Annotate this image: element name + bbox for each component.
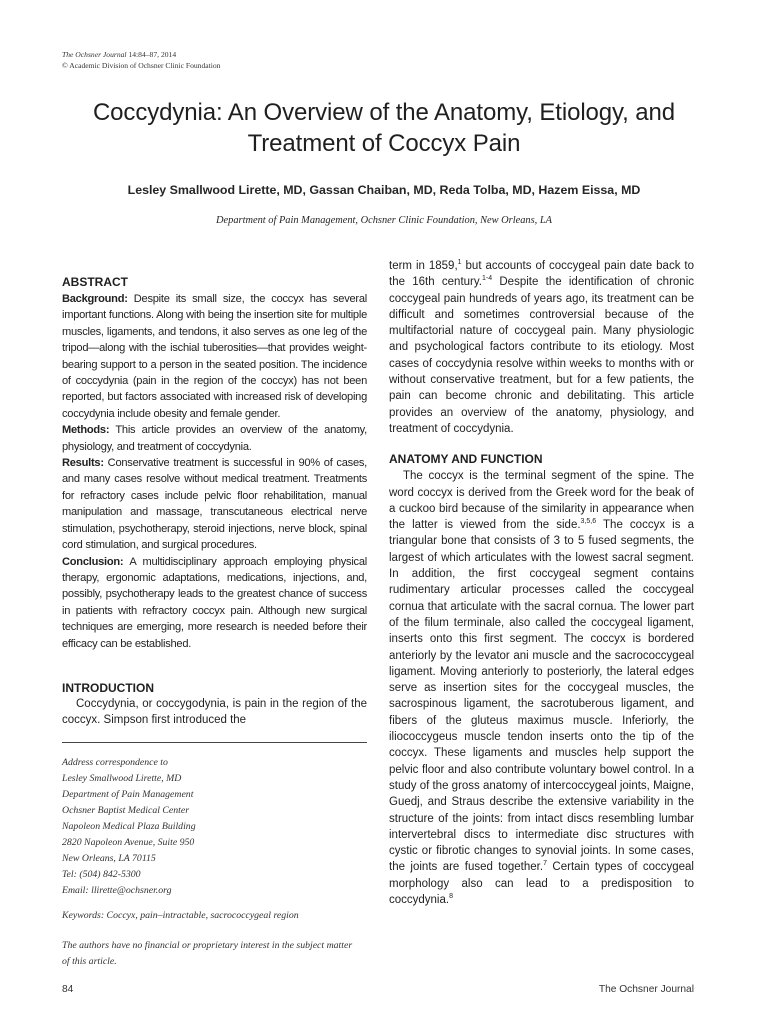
background-text: Despite its small size, the coccyx has several important functions. Along with being the insertion site for multiple muscles, ligaments, and tendons, it also serves as one leg of the tripod—along with the ischial tuberosities—that provides weight-bearing support to a person in the seated position. The incidence of coccydynia (pain in the region of the coccyx) has not been reported, but factors associated with increased risk of developing coccydynia include obesity and female gender. <box>62 293 367 420</box>
address-line: Napoleon Medical Plaza Building <box>62 821 196 832</box>
text-run: but accounts of coccygeal pain date back to the 16th century. <box>389 260 694 289</box>
right-column <box>389 258 694 908</box>
address-line: Address correspondence to <box>62 757 168 768</box>
methods-label: Methods: <box>62 424 110 437</box>
article-title-line-2: Treatment of Coccyx Pain <box>247 130 521 157</box>
abstract-conclusion <box>62 554 367 652</box>
address-line: Ochsner Baptist Medical Center <box>62 805 190 816</box>
abstract-heading: ABSTRACT <box>62 275 128 289</box>
left-column <box>62 274 367 729</box>
address-line: New Orleans, LA 70115 <box>62 853 156 864</box>
anatomy-body <box>389 468 694 908</box>
address-line: Department of Pain Management <box>62 789 194 800</box>
anatomy-heading: ANATOMY AND FUNCTION <box>389 452 543 467</box>
text-run: term in 1859, <box>389 260 458 272</box>
copyright-notice: © Academic Division of Ochsner Clinic Foundation <box>62 61 221 70</box>
footer-journal-name: The Ochsner Journal <box>598 984 694 995</box>
address-email: Email: llirette@ochsner.org <box>62 885 172 896</box>
results-text: Conservative treatment is successful in 90% of cases, and many cases resolve without medical treatment. Treatments for refractory cases include pelvic floor rehabilitation, manual manipulation and massage, transcutaneous electrical nerve stimulation, psychotherapy, steroid injections, nerve block, spinal cord stimulation, and surgical procedures. <box>62 457 367 552</box>
abstract-body <box>62 291 367 652</box>
disclosure-statement: The authors have no financial or proprietary interest in the subject matter of this article. <box>62 940 353 967</box>
address-line: Lesley Smallwood Lirette, MD <box>62 773 182 784</box>
article-title <box>40 97 728 159</box>
abstract-methods <box>62 422 367 455</box>
results-label: Results: <box>62 457 104 470</box>
correspondence-address <box>62 755 367 899</box>
conclusion-label: Conclusion: <box>62 555 124 568</box>
text-run: The coccyx is the terminal segment of the spine. The word coccyx is derived from the Greek word for the beak of a cuckoo bird because of the similarity in appearance when the latter is viewed from the side. <box>389 470 694 532</box>
journal-citation <box>62 49 220 71</box>
introduction-continued <box>389 258 694 437</box>
introduction-continued-paragraph <box>389 258 694 437</box>
background-label: Background: <box>62 293 128 305</box>
abstract-background <box>62 291 367 422</box>
citation-superscript: 1 <box>457 259 462 267</box>
journal-name: The Ochsner Journal <box>62 50 127 59</box>
address-line: Tel: (504) 842-5300 <box>62 869 141 880</box>
methods-text: This article provides an overview of the anatomy, physiology, and treatment of coccydynia. <box>62 424 367 453</box>
anatomy-paragraph <box>389 468 694 908</box>
text-run: The coccyx is a triangular bone that consists of 3 to 5 fused segments, the largest of which articulates with the lowest sacral segment. In addition, the first coccygeal segment contains rudimentary articular processes called the coccygeal cornua that articulate with the sacral cornua. The lower part of the filum terminale, also called the coccygeal ligament, inserts onto this first segment. The coccyx is bordered anteriorly by the levator ani muscle and the sacrococcygeal ligament. Moving anteriorly to posteriorly, the lateral edges serve as insertion sites for the coccygeal muscles, the sacrospinous ligament, the sacrotuberous ligament, and fibers of the gluteus maximus muscle. Inferiorly, the iliococcygeus muscle tendon inserts onto the tip of the coccyx. These ligaments and muscles help support the pelvic floor and also contribute voluntary bowel control. In a study of the gross anatomy of intercoccygeal joints, Maigne, Guedj, and Straus describe the extensive variability in the structure of the joints: from intact discs resembling lumbar intervertebral discs to intermediate disc structures with cystic or fibrotic changes to synovial joints. In some cases, the joints are fused together. <box>389 519 694 874</box>
article-title-line-1: Coccydynia: An Overview of the Anatomy, Etiology, and <box>92 99 676 126</box>
citation-superscript: 1-4 <box>481 275 493 283</box>
citation-superscript: 3,5,6 <box>580 518 597 526</box>
text-run: Certain types of coccygeal morphology also can lead to a predisposition to coccydynia. <box>389 861 694 906</box>
abstract-results <box>62 455 367 553</box>
citation-superscript: 7 <box>543 860 547 868</box>
introduction-paragraph: Coccydynia, or coccygodynia, is pain in the region of the coccyx. Simpson first introduced the <box>62 697 367 727</box>
address-line: 2820 Napoleon Avenue, Suite 950 <box>62 837 195 848</box>
keywords: Keywords: Coccyx, pain–intractable, sacrococcygeal region <box>62 910 299 921</box>
text-run: Despite the identification of chronic coccygeal pain hundreds of years ago, its treatment can be difficult and sometimes controversial because of the multifactorial nature of coccygeal pain. Many physiologic and psychological factors contribute to its etiology. Most cases of coccydynia resolve within weeks to months with or without conservative treatment, but for a few patients, the pain can become chronic and debilitating. This article provides an overview of the anatomy, physiology, and treatment of coccydynia. <box>389 276 695 435</box>
journal-volume-pages: 14:84–87, 2014 <box>128 50 177 59</box>
introduction-body <box>62 696 367 729</box>
footnote-divider <box>62 742 367 743</box>
citation-superscript: 8 <box>449 893 453 901</box>
introduction-heading: INTRODUCTION <box>62 680 154 695</box>
author-affiliation: Department of Pain Management, Ochsner Clinic Foundation, New Orleans, LA <box>216 215 552 226</box>
page-number: 84 <box>62 984 74 995</box>
conclusion-text: A multidisciplinary approach employing physical therapy, ergonomic adaptations, medications, injections, and, possibly, psychotherapy leads to the greatest chance of success in patients with refractory coccyx pain. Although new surgical techniques are emerging, more research is needed before their efficacy can be established. <box>62 555 367 650</box>
author-list: Lesley Smallwood Lirette, MD, Gassan Chaiban, MD, Reda Tolba, MD, Hazem Eissa, MD <box>127 183 641 197</box>
